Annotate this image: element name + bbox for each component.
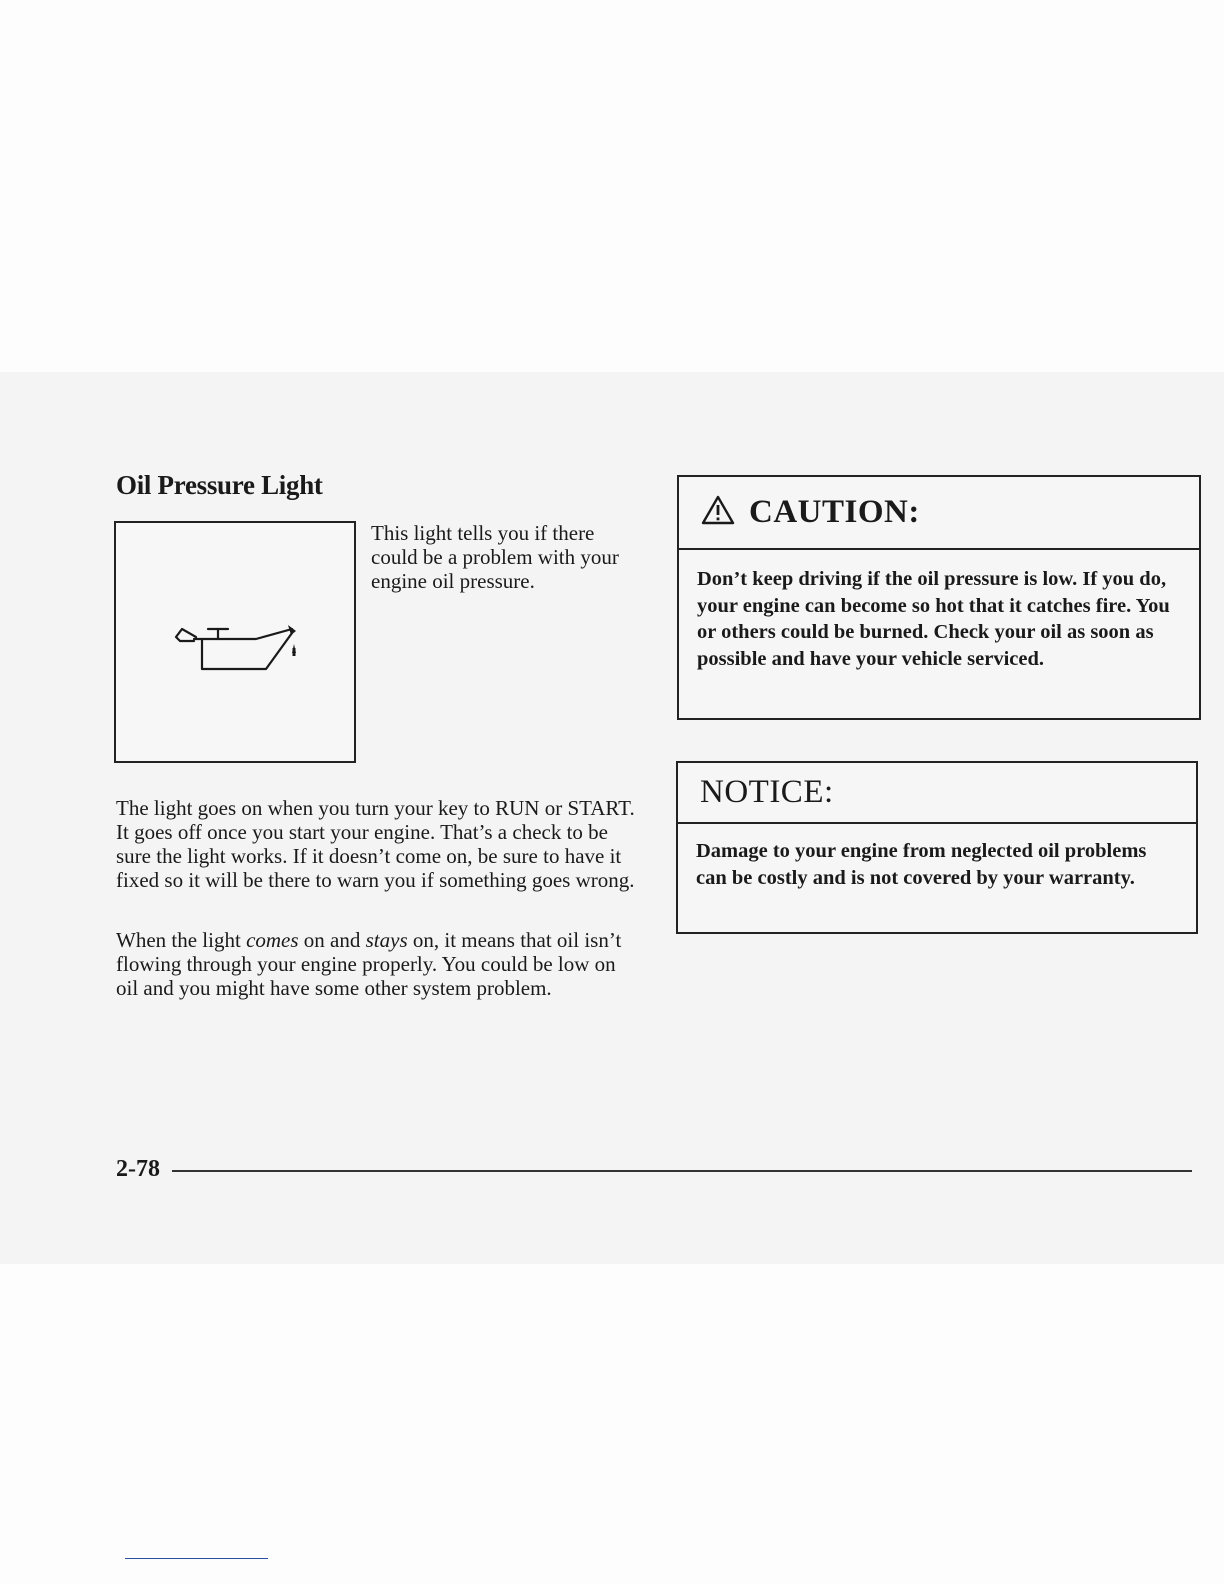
caution-header	[679, 477, 1199, 550]
text-run: on, it means that oil isn’t flowing through your engine properly. You could be low on oil and you might have some other system problem.	[116, 928, 622, 1000]
section-title: Oil Pressure Light	[116, 470, 323, 500]
body-paragraph-1: The light goes on when you turn your key to RUN or START. It goes off once you start your engine. That’s a check to be sure the light works. If it doesn’t come on, be sure to have it fixed so it will be there to warn you if something goes wrong.	[116, 796, 635, 892]
text-run: on and	[298, 928, 366, 952]
intro-text: This light tells you if there could be a problem with your engine oil pressure.	[371, 521, 619, 593]
body-paragraph-2	[116, 928, 636, 1000]
oil-can-icon	[174, 619, 300, 679]
bottom-rule	[125, 1558, 268, 1559]
footer-rule	[172, 1170, 1192, 1172]
notice-title: NOTICE:	[700, 774, 834, 810]
caution-text: Don’t keep driving if the oil pressure is low. If you do, your engine can become so hot that it catches fire. You or others could be burned. Check your oil as soon as possible and have your vehicle serviced.	[697, 568, 1170, 670]
emphasis-comes: comes	[246, 928, 299, 952]
warning-triangle-icon	[701, 495, 735, 530]
text-run: When the light	[116, 928, 247, 952]
oil-light-figure	[114, 521, 356, 763]
caution-box	[677, 475, 1201, 720]
notice-header	[678, 763, 1196, 824]
notice-text: Damage to your engine from neglected oil problems can be costly and is not covered by your warranty.	[696, 840, 1147, 889]
caution-title: CAUTION:	[749, 494, 920, 530]
notice-box	[676, 761, 1198, 934]
page-number: 2-78	[116, 1156, 160, 1182]
emphasis-stays: stays	[365, 928, 408, 952]
